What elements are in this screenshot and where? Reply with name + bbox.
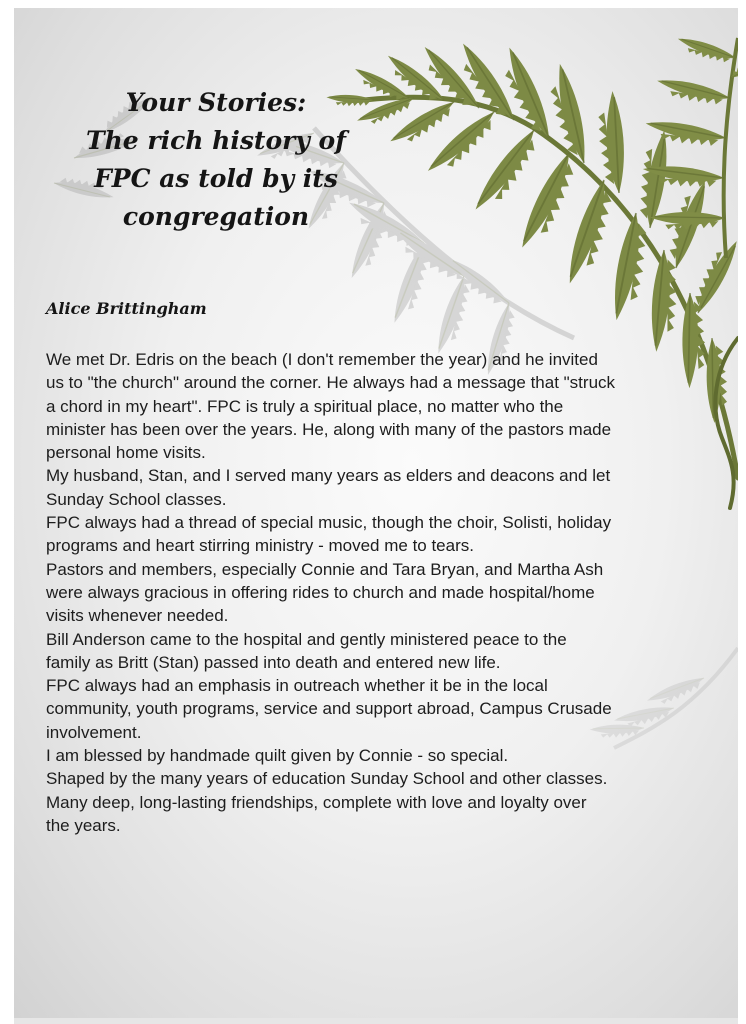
story-line: the years. bbox=[46, 815, 121, 835]
title-line: congregation bbox=[122, 202, 310, 231]
fern-frond-right bbox=[641, 33, 738, 258]
title-line: The rich history of bbox=[86, 126, 346, 155]
story-line: a chord in my heart". FPC is truly a spiritual place, no matter who the bbox=[46, 396, 564, 416]
story-line: visits whenever needed. bbox=[46, 606, 229, 626]
story-line: Many deep, long-lasting friendships, complete with love and loyalty over bbox=[46, 792, 587, 812]
story-line: Shaped by the many years of education Sunday School and other classes. bbox=[46, 769, 608, 789]
story-line: were always gracious in offering rides to church and made hospital/home bbox=[46, 582, 595, 602]
title-line: Your Stories: bbox=[125, 88, 307, 117]
story-line: I am blessed by handmade quilt given by Connie - so special. bbox=[46, 746, 509, 766]
story-body bbox=[46, 348, 732, 837]
page-title bbox=[76, 84, 356, 236]
story-line: family as Britt (Stan) passed into death and entered new life. bbox=[46, 652, 501, 672]
story-line: FPC always had an emphasis in outreach whether it be in the local bbox=[46, 676, 548, 696]
story-line: involvement. bbox=[46, 722, 142, 742]
story-line: minister has been over the years. He, along with many of the pastors made bbox=[46, 419, 612, 439]
story-line: community, youth programs, service and support abroad, Campus Crusade bbox=[46, 699, 612, 719]
story-line: FPC always had a thread of special music, though the choir, Solisti, holiday bbox=[46, 513, 612, 533]
story-line: Bill Anderson came to the hospital and gently ministered peace to the bbox=[46, 629, 567, 649]
story-line: programs and heart stirring ministry - moved me to tears. bbox=[46, 536, 474, 556]
author-name: Alice Brittingham bbox=[46, 299, 207, 318]
story-page bbox=[14, 8, 738, 1018]
page-bottom-edge bbox=[14, 1018, 738, 1024]
story-line: us to "the church" around the corner. He always had a message that "struck bbox=[46, 373, 616, 393]
story-line: We met Dr. Edris on the beach (I don't remember the year) and he invited bbox=[46, 350, 598, 369]
story-line: My husband, Stan, and I served many years as elders and deacons and let bbox=[46, 466, 611, 486]
story-line: Pastors and members, especially Connie and Tara Bryan, and Martha Ash bbox=[46, 559, 604, 579]
story-line: Sunday School classes. bbox=[46, 489, 227, 509]
title-line: FPC as told by its bbox=[94, 164, 338, 193]
story-line: personal home visits. bbox=[46, 443, 206, 463]
